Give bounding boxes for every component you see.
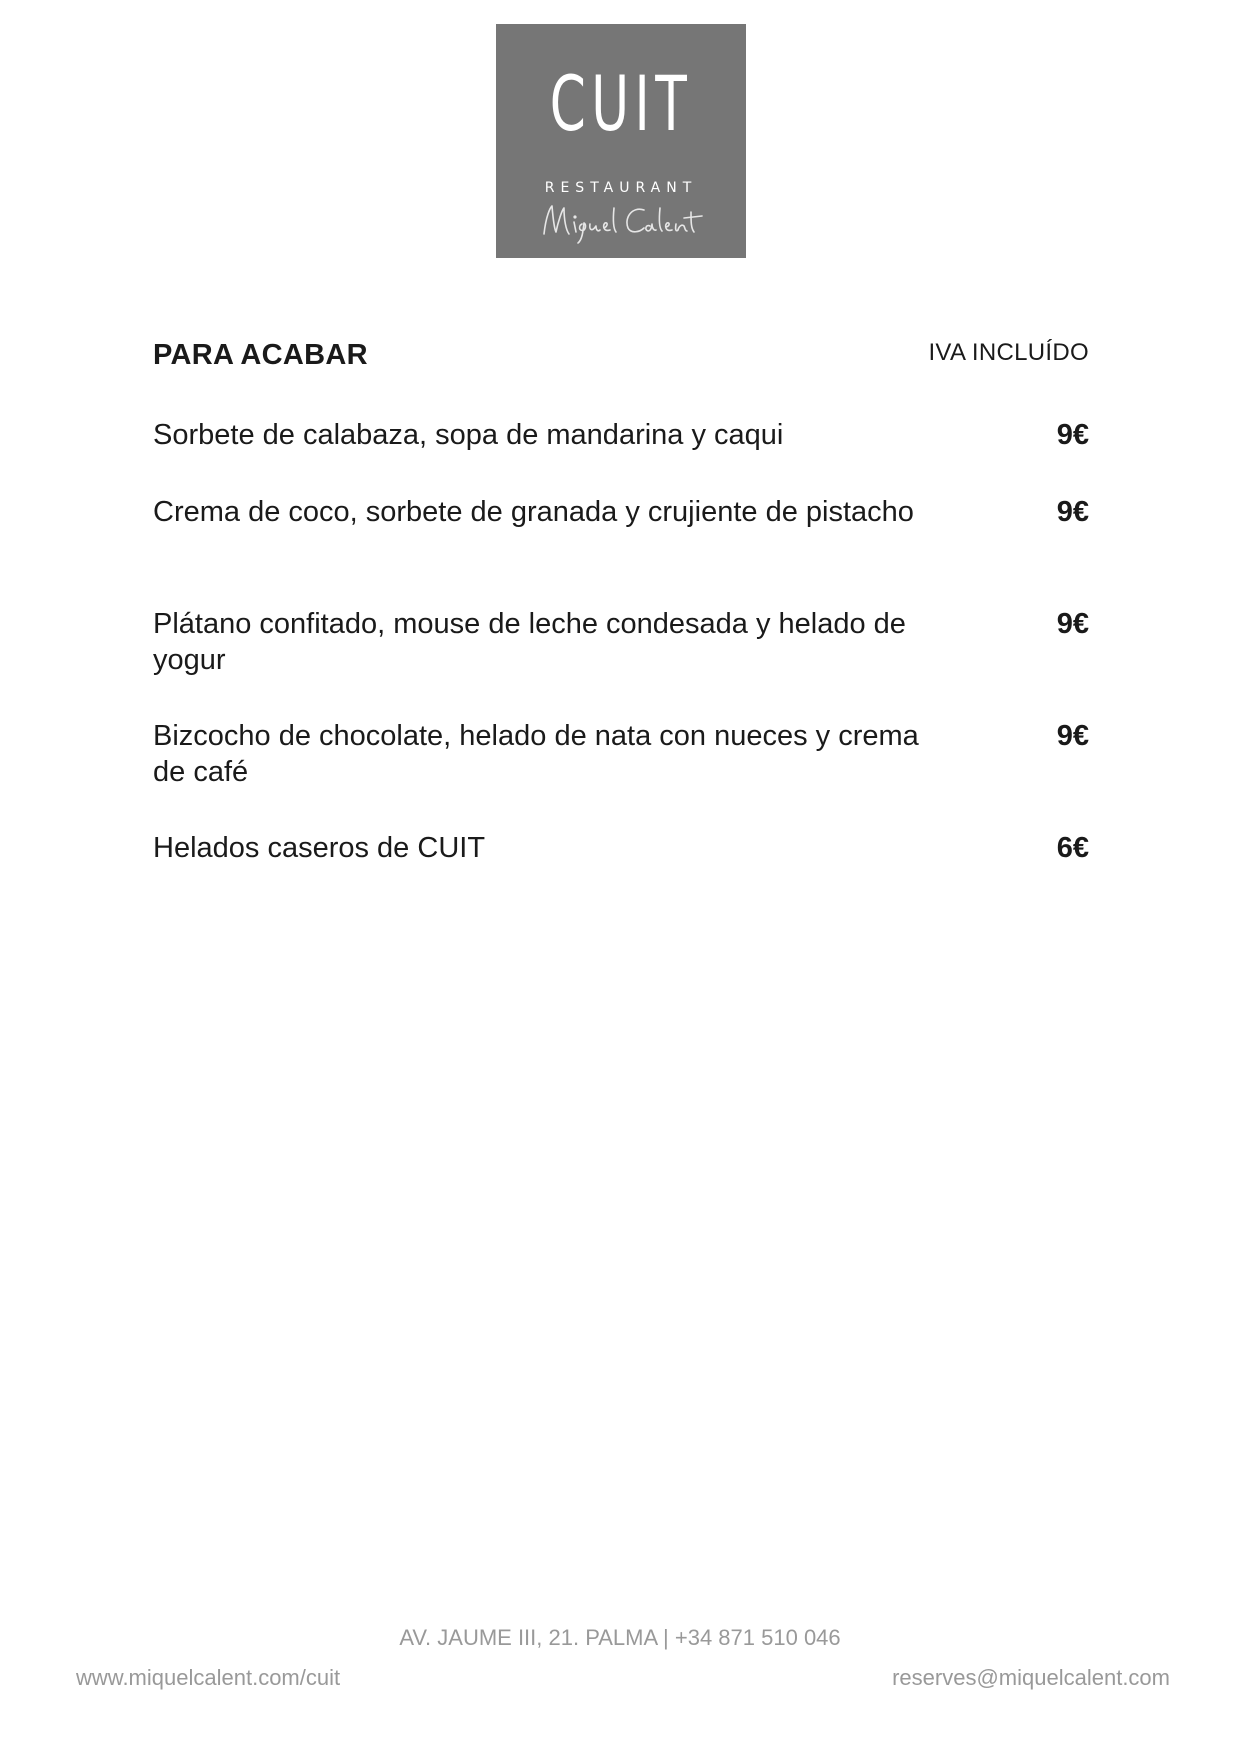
menu-item-price: 9€ xyxy=(1056,608,1089,640)
logo-title: CUIT xyxy=(549,59,693,148)
menu-item xyxy=(153,718,1089,790)
menu-item-name: Crema de coco, sorbete de granada y crujiente de pistacho xyxy=(153,496,914,528)
menu-item xyxy=(153,606,1089,678)
menu-item-price: 9€ xyxy=(1056,720,1089,752)
tax-note: IVA INCLUÍDO xyxy=(928,339,1089,366)
menu-item-name: Plátano confitado, mouse de leche condesada y helado de yogur xyxy=(153,608,906,676)
section-title: PARA ACABAR xyxy=(153,339,368,371)
footer-website-link[interactable]: www.miquelcalent.com/cuit xyxy=(76,1665,341,1690)
menu-item-name: Sorbete de calabaza, sopa de mandarina y caqui xyxy=(153,419,784,451)
menu-item-name: Bizcocho de chocolate, helado de nata con nueces y crema de café xyxy=(153,720,919,788)
signature-icon xyxy=(536,196,706,246)
menu-item xyxy=(153,830,1089,866)
menu-item-name: Helados caseros de CUIT xyxy=(153,832,486,864)
menu-item-price: 9€ xyxy=(1056,419,1089,451)
menu-item-price: 9€ xyxy=(1056,496,1089,528)
footer-address: AV. JAUME III, 21. PALMA | +34 871 510 046 xyxy=(399,1625,841,1650)
logo-subtitle: RESTAURANT xyxy=(544,180,698,196)
menu-item xyxy=(153,494,1089,530)
footer-email-link[interactable]: reserves@miquelcalent.com xyxy=(892,1665,1170,1690)
restaurant-logo xyxy=(496,24,746,258)
menu-item-price: 6€ xyxy=(1056,832,1089,864)
menu-item xyxy=(153,417,1089,453)
